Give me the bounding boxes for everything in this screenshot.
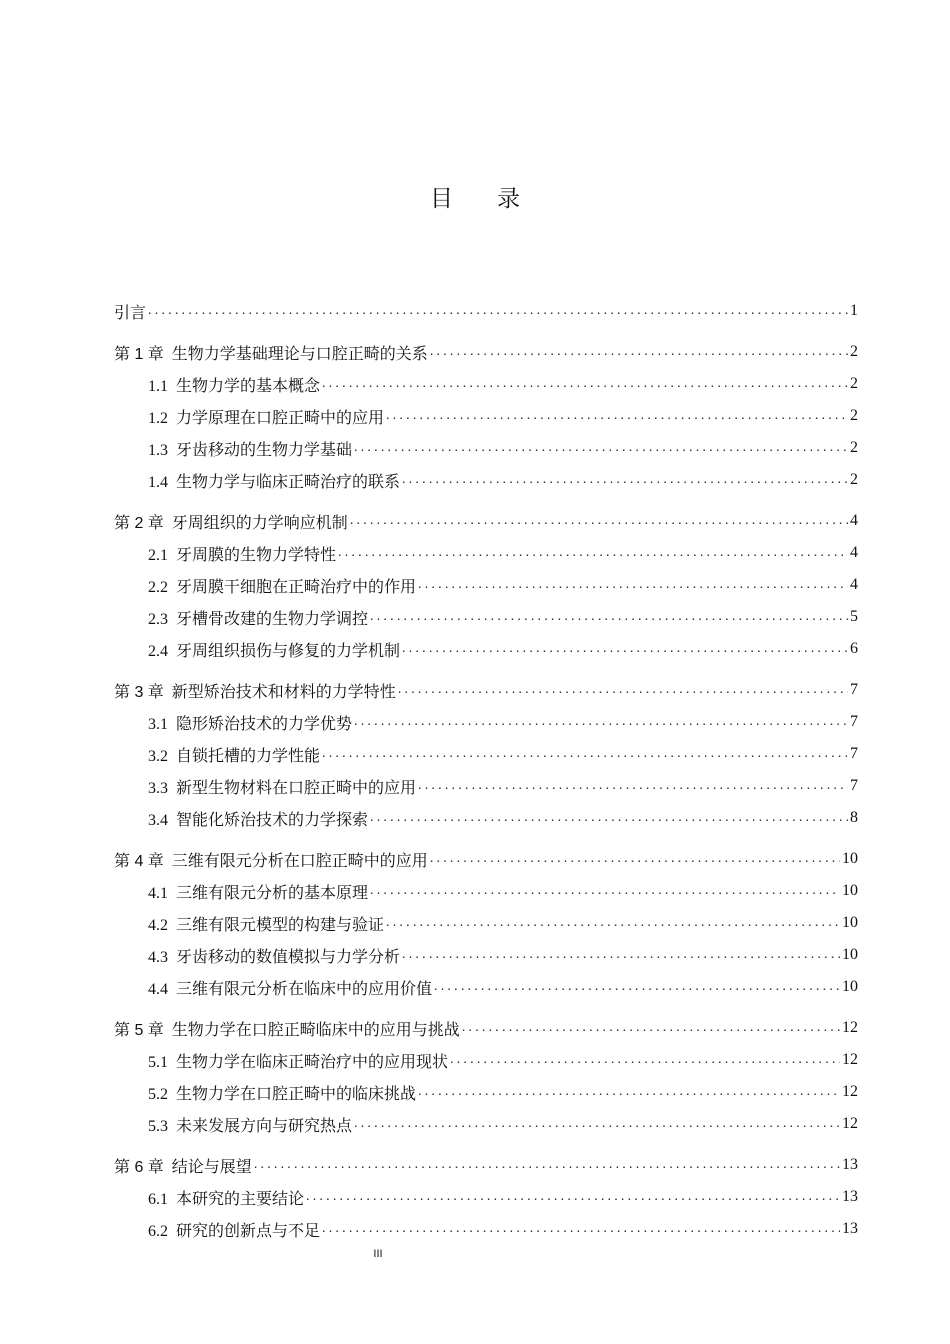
- entry-label: 未来发展方向与研究热点: [176, 1117, 353, 1135]
- entry-number: 3.3: [148, 779, 168, 797]
- dot-leader: [398, 682, 848, 698]
- entry-number: 6.2: [148, 1222, 168, 1240]
- entry-number: 1.1: [148, 377, 168, 395]
- dot-leader: [322, 376, 848, 392]
- entry-number: 1.4: [148, 473, 168, 491]
- entry-label: 本研究的主要结论: [176, 1190, 305, 1208]
- entry-title: [114, 1017, 460, 1040]
- toc-chapter-entry[interactable]: [114, 843, 858, 875]
- toc-section-entry[interactable]: [114, 569, 858, 601]
- toc-section-entry[interactable]: [114, 1076, 858, 1108]
- entry-number: 4.2: [148, 916, 168, 934]
- entry-label: 三维有限元分析在临床中的应用价值: [176, 980, 433, 998]
- toc-section-entry[interactable]: [114, 939, 858, 971]
- dot-leader: [418, 1084, 840, 1100]
- entry-label: 牙周组织的力学响应机制: [171, 514, 348, 532]
- toc-section-entry[interactable]: [114, 738, 858, 770]
- entry-number: 第 4 章: [114, 852, 164, 870]
- toc-chapter-entry[interactable]: [114, 1149, 858, 1181]
- toc-section-entry[interactable]: [114, 706, 858, 738]
- entry-label: 牙周组织损伤与修复的力学机制: [176, 642, 401, 660]
- entry-number: 1.2: [148, 409, 168, 427]
- toc-section-entry[interactable]: [114, 464, 858, 496]
- entry-title: [148, 807, 368, 830]
- entry-page-number: 13: [842, 1156, 858, 1173]
- dot-leader: [430, 344, 848, 360]
- toc-section-entry[interactable]: [114, 1044, 858, 1076]
- toc-chapter-entry[interactable]: [114, 1012, 858, 1044]
- title-char-2: 录: [497, 185, 520, 211]
- entry-page-number: 10: [842, 882, 858, 899]
- entry-number: 5.1: [148, 1053, 168, 1071]
- entry-label: 生物力学的基本概念: [176, 377, 321, 395]
- dot-leader: [386, 915, 840, 931]
- entry-label: 生物力学在临床正畸治疗中的应用现状: [176, 1053, 449, 1071]
- entry-title: [148, 638, 400, 661]
- entry-number: 5.3: [148, 1117, 168, 1135]
- toc-section-entry[interactable]: [114, 971, 858, 1003]
- entry-page-number: 12: [842, 1051, 858, 1068]
- entry-number: 第 5 章: [114, 1021, 164, 1039]
- dot-leader: [322, 746, 848, 762]
- dot-leader: [418, 577, 848, 593]
- entry-page-number: 4: [850, 544, 858, 561]
- entry-label: 新型矫治技术和材料的力学特性: [171, 683, 396, 701]
- entry-page-number: 6: [850, 640, 858, 657]
- entry-title: [114, 679, 396, 702]
- dot-leader: [350, 513, 848, 529]
- entry-page-number: 4: [850, 512, 858, 529]
- entry-title: [114, 300, 146, 323]
- entry-number: 第 3 章: [114, 683, 164, 701]
- entry-label: 牙周膜干细胞在正畸治疗中的作用: [176, 578, 417, 596]
- dot-leader: [434, 979, 840, 995]
- entry-number: 2.1: [148, 546, 168, 564]
- entry-number: 4.1: [148, 884, 168, 902]
- entry-page-number: 10: [842, 850, 858, 867]
- toc-section-entry[interactable]: [114, 1213, 858, 1245]
- dot-leader: [354, 1116, 840, 1132]
- entry-number: 4.4: [148, 980, 168, 998]
- entry-number: 5.2: [148, 1085, 168, 1103]
- toc-section-entry[interactable]: [114, 875, 858, 907]
- entry-number: 3.2: [148, 747, 168, 765]
- page-number: III: [373, 1248, 383, 1260]
- entry-title: [148, 405, 384, 428]
- entry-page-number: 2: [850, 407, 858, 424]
- entry-number: 6.1: [148, 1190, 168, 1208]
- entry-title: [148, 606, 368, 629]
- dot-leader: [370, 810, 848, 826]
- entry-title: [148, 1113, 352, 1136]
- dot-leader: [322, 1221, 840, 1237]
- entry-label: 隐形矫治技术的力学优势: [176, 715, 353, 733]
- entry-label: 三维有限元分析的基本原理: [176, 884, 369, 902]
- entry-label: 智能化矫治技术的力学探索: [176, 811, 369, 829]
- entry-number: 3.1: [148, 715, 168, 733]
- entry-page-number: 13: [842, 1188, 858, 1205]
- entry-title: [148, 1049, 448, 1072]
- dot-leader: [418, 778, 848, 794]
- entry-title: [148, 743, 320, 766]
- entry-title: [148, 1218, 320, 1241]
- entry-page-number: 2: [850, 471, 858, 488]
- dot-leader: [450, 1052, 840, 1068]
- entry-label: 生物力学基础理论与口腔正畸的关系: [171, 345, 428, 363]
- toc-section-entry[interactable]: [114, 770, 858, 802]
- entry-page-number: 10: [842, 946, 858, 963]
- toc-section-entry[interactable]: [114, 907, 858, 939]
- entry-title: [148, 373, 320, 396]
- entry-label: 生物力学在口腔正畸中的临床挑战: [176, 1085, 417, 1103]
- title-char-1: 目: [430, 185, 453, 211]
- entry-label: 研究的创新点与不足: [176, 1222, 321, 1240]
- dot-leader: [354, 714, 848, 730]
- entry-title: [114, 848, 428, 871]
- toc-section-entry[interactable]: [114, 400, 858, 432]
- toc-section-entry[interactable]: [114, 368, 858, 400]
- toc-section-entry[interactable]: [114, 1108, 858, 1140]
- entry-page-number: 2: [850, 375, 858, 392]
- entry-number: 2.2: [148, 578, 168, 596]
- toc-chapter-entry[interactable]: [114, 505, 858, 537]
- entry-page-number: 12: [842, 1019, 858, 1036]
- entry-page-number: 13: [842, 1220, 858, 1237]
- entry-number: 3.4: [148, 811, 168, 829]
- dot-leader: [402, 641, 848, 657]
- dot-leader: [148, 303, 848, 319]
- entry-page-number: 8: [850, 809, 858, 826]
- entry-title: [114, 341, 428, 364]
- entry-page-number: 7: [850, 745, 858, 762]
- dot-leader: [354, 440, 848, 456]
- entry-title: [148, 1081, 416, 1104]
- entry-page-number: 7: [850, 681, 858, 698]
- entry-label: 三维有限元分析在口腔正畸中的应用: [171, 852, 428, 870]
- page-title: [0, 180, 950, 213]
- entry-title: [148, 775, 416, 798]
- toc-section-entry[interactable]: [114, 633, 858, 665]
- entry-page-number: 1: [850, 302, 858, 319]
- toc-chapter-entry[interactable]: [114, 336, 858, 368]
- entry-page-number: 4: [850, 576, 858, 593]
- dot-leader: [370, 883, 840, 899]
- entry-title: [148, 574, 416, 597]
- entry-label: 自锁托槽的力学性能: [176, 747, 321, 765]
- entry-label: 牙槽骨改建的生物力学调控: [176, 610, 369, 628]
- entry-page-number: 7: [850, 777, 858, 794]
- entry-label: 牙周膜的生物力学特性: [176, 546, 337, 564]
- entry-title: [148, 912, 384, 935]
- toc-section-entry[interactable]: [114, 432, 858, 464]
- entry-number: 2.4: [148, 642, 168, 660]
- entry-label: 生物力学与临床正畸治疗的联系: [176, 473, 401, 491]
- toc-section-entry[interactable]: [114, 1181, 858, 1213]
- dot-leader: [254, 1157, 840, 1173]
- entry-page-number: 10: [842, 978, 858, 995]
- dot-leader: [402, 472, 848, 488]
- entry-page-number: 7: [850, 713, 858, 730]
- toc-section-entry[interactable]: [114, 537, 858, 569]
- entry-label: 力学原理在口腔正畸中的应用: [176, 409, 385, 427]
- toc-chapter-entry[interactable]: [114, 674, 858, 706]
- entry-title: [148, 976, 432, 999]
- entry-title: [148, 944, 400, 967]
- entry-page-number: 12: [842, 1115, 858, 1132]
- entry-label: 引言: [114, 304, 147, 322]
- dot-leader: [338, 545, 848, 561]
- entry-title: [114, 510, 348, 533]
- entry-title: [148, 711, 352, 734]
- entry-page-number: 5: [850, 608, 858, 625]
- entry-number: 1.3: [148, 441, 168, 459]
- dot-leader: [402, 947, 840, 963]
- entry-page-number: 10: [842, 914, 858, 931]
- dot-leader: [386, 408, 848, 424]
- toc-section-entry[interactable]: [114, 601, 858, 633]
- dot-leader: [370, 609, 848, 625]
- entry-label: 新型生物材料在口腔正畸中的应用: [176, 779, 417, 797]
- toc-section-entry[interactable]: [114, 802, 858, 834]
- entry-title: [114, 1154, 252, 1177]
- entry-title: [148, 469, 400, 492]
- entry-label: 三维有限元模型的构建与验证: [176, 916, 385, 934]
- entry-number: 第 2 章: [114, 514, 164, 532]
- entry-page-number: 12: [842, 1083, 858, 1100]
- toc-chapter-entry[interactable]: [114, 295, 858, 327]
- entry-label: 结论与展望: [171, 1158, 252, 1176]
- entry-title: [148, 437, 352, 460]
- entry-number: 第 1 章: [114, 345, 164, 363]
- entry-title: [148, 880, 368, 903]
- entry-number: 第 6 章: [114, 1158, 164, 1176]
- dot-leader: [462, 1020, 840, 1036]
- dot-leader: [306, 1189, 840, 1205]
- entry-label: 牙齿移动的生物力学基础: [176, 441, 353, 459]
- entry-title: [148, 1186, 304, 1209]
- entry-number: 4.3: [148, 948, 168, 966]
- entry-number: 2.3: [148, 610, 168, 628]
- entry-label: 生物力学在口腔正畸临床中的应用与挑战: [171, 1021, 460, 1039]
- entry-label: 牙齿移动的数值模拟与力学分析: [176, 948, 401, 966]
- entry-page-number: 2: [850, 343, 858, 360]
- dot-leader: [430, 851, 840, 867]
- table-of-contents: [114, 295, 858, 1245]
- entry-page-number: 2: [850, 439, 858, 456]
- entry-title: [148, 542, 336, 565]
